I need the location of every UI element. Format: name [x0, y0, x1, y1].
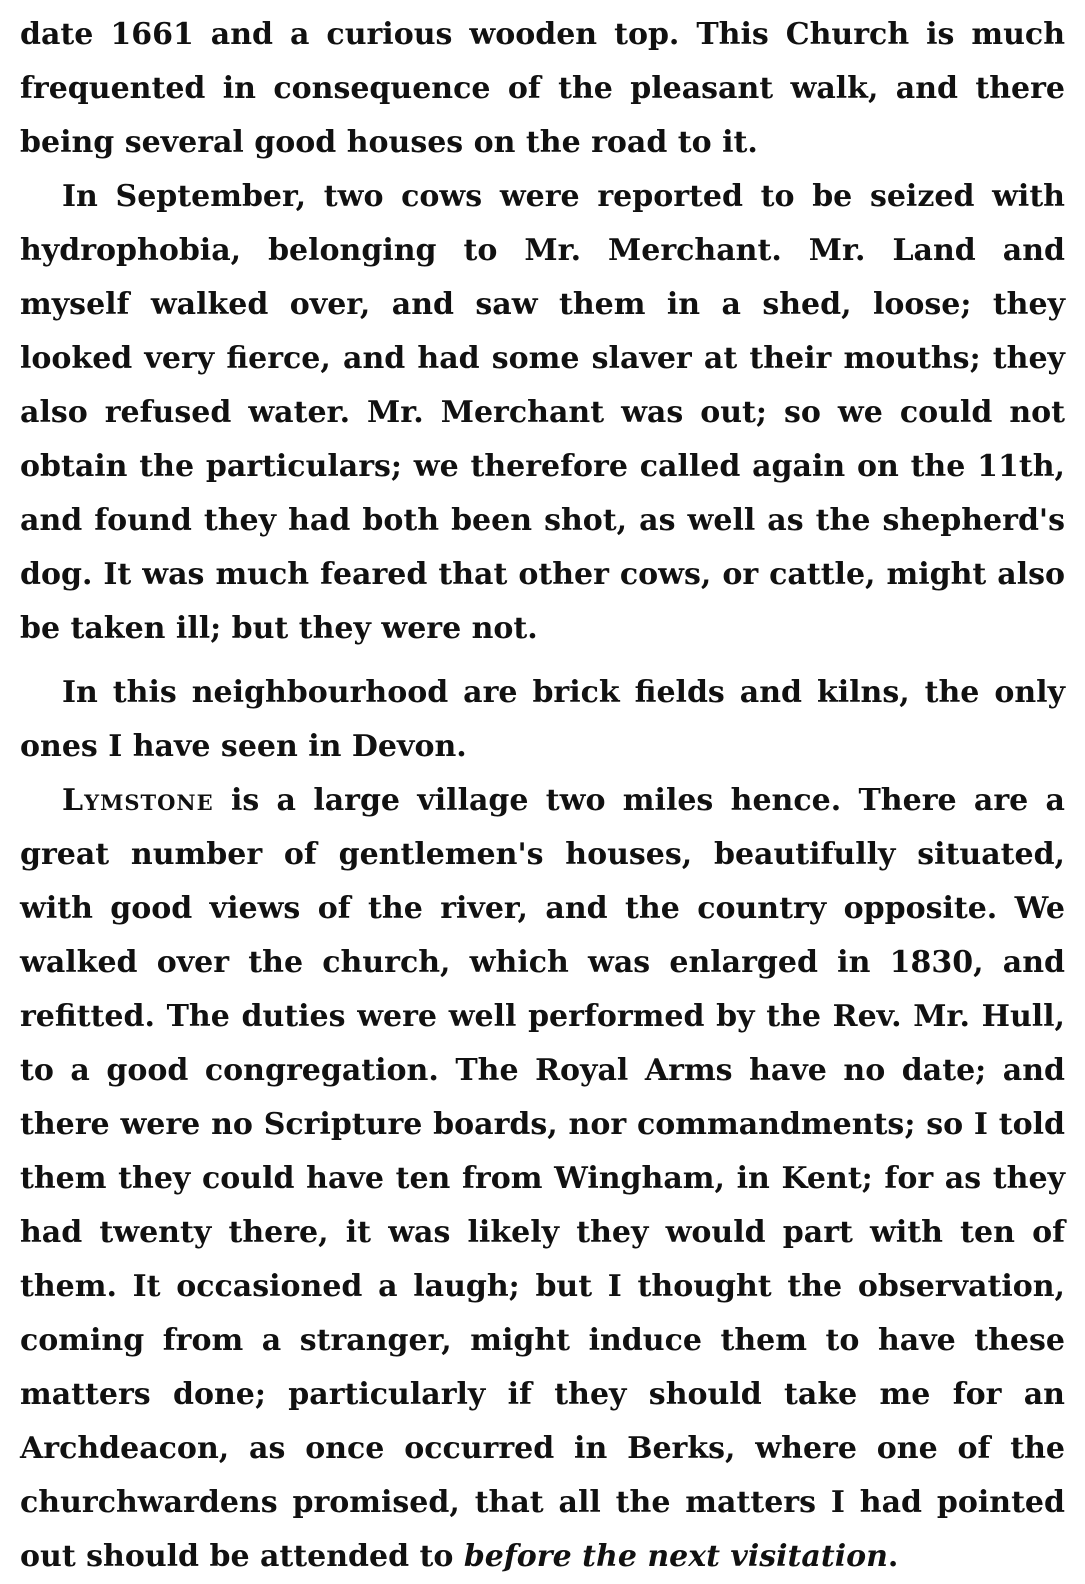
- paragraph-church-top: date 1661 and a curious wooden top. This Church is much frequented in consequence of the pleasant walk, and there being several good houses on the road to it.: [20, 17, 1065, 160]
- document-page: [20, 8, 1065, 1584]
- place-name-lymstone: Lymstone: [62, 783, 214, 818]
- paragraph-lymstone-body: is a large village two miles hence. There are a great number of gentlemen's houses, beautifully situated, with good views of the river, and the country opposite. We walked over the church, which was enlarged in 1830, and refitted. The duties were well performed by the Rev. Mr. Hull, to a good congregation. The Royal Arms have no date; and there were no Scripture boards, nor commandments; so I told them they could have ten from Wingham, in Kent; for as they had twenty there, it was likely they would part with ten of them. It occasioned a laugh; but I thought the observation, coming from a stranger, might induce them to have these matters done; particularly if they should take me for an Archdeacon, as once occurred in Berks, where one of the churchwardens promised, that all the matters I had pointed out should be attended to: [20, 783, 1065, 1574]
- italic-phrase-visitation: before the next visitation: [463, 1539, 888, 1574]
- paragraph-lymstone-end: .: [887, 1539, 899, 1574]
- paragraph-brick-fields: In this neighbourhood are brick fields and kilns, the only ones I have seen in Devon.: [20, 675, 1065, 764]
- paragraph-hydrophobia-cows: In September, two cows were reported to be seized with hydrophobia, belonging to Mr. Merchant. Mr. Land and myself walked over, and saw them in a shed, loose; they looked very fierce, and had some slaver at their mouths; they also refused water. Mr. Merchant was out; so we could not obtain the particulars; we therefore called again on the 11th, and found they had both been shot, as well as the shepherd's dog. It was much feared that other cows, or cattle, might also be taken ill; but they were not.: [20, 179, 1065, 646]
- paragraph-lymstone: [20, 774, 1065, 1584]
